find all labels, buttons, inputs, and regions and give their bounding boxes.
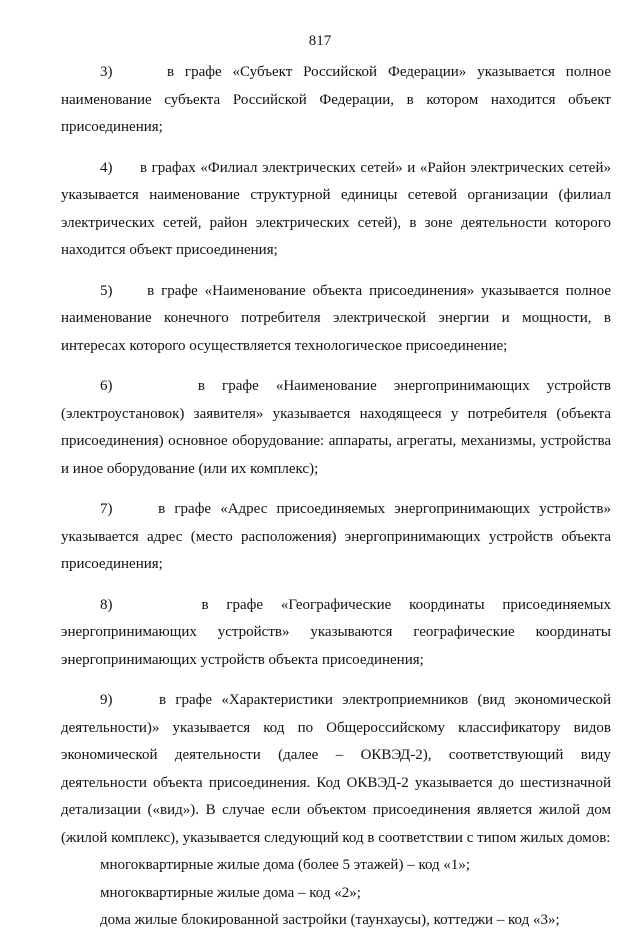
paragraph-item-8: 8) в графе «Географические координаты присоединяемых энергопринимающих устройств» указываются географические координаты энергопринимающих устройств объекта присоединения; xyxy=(61,596,611,668)
page-number: 817 xyxy=(308,33,332,49)
paragraph-item-6: 6) в графе «Наименование энергопринимающих устройств (электроустановок) заявителя» указывается находящееся у потребителя (объекта присоединения) основное оборудование: аппараты, агрегаты, механизмы, устройства и иное оборудование (или их комплекс); xyxy=(61,378,611,477)
paragraph-item-9: 9) в графе «Характеристики электроприемников (вид экономической деятельности)» указывается код по Общероссийскому классификатору видов экономической деятельности (далее – ОКВЭД-2), соответствующий виду деятельности объекта присоединения. Код ОКВЭД-2 указывается до шестизначной детализации («вид»). В случае если объектом присоединения является жилой дом (жилой комплекс), указывается следующий код в соответствии с типом жилых домов: xyxy=(61,692,611,846)
paragraph-item-4: 4) в графах «Филиал электрических сетей» и «Район электрических сетей» указывается наименование структурной единицы сетевой организации (филиал электрических сетей, район электрических сетей), в зоне деятельности которого находится объект присоединения; xyxy=(61,159,611,258)
paragraph-item-7: 7) в графе «Адрес присоединяемых энергопринимающих устройств» указывается адрес (место расположения) энергопринимающих устройств объекта присоединения; xyxy=(61,501,611,572)
housing-code-line-2: многоквартирные жилые дома – код «2»; xyxy=(100,884,361,901)
paragraph-item-3: 3) в графе «Субъект Российской Федерации» указывается полное наименование субъекта Российской Федерации, в котором находится объект присоединения; xyxy=(61,64,611,135)
document-body xyxy=(61,59,611,935)
housing-code-line-1: многоквартирные жилые дома (более 5 этажей) – код «1»; xyxy=(100,857,471,873)
paragraph-item-5: 5) в графе «Наименование объекта присоединения» указывается полное наименование конечного потребителя электрической энергии и мощности, в интересах которого осуществляется технологическое присоединение; xyxy=(61,282,611,354)
housing-code-line-3: дома жилые блокированной застройки (таунхаусы), коттеджи – код «3»; xyxy=(100,912,560,928)
